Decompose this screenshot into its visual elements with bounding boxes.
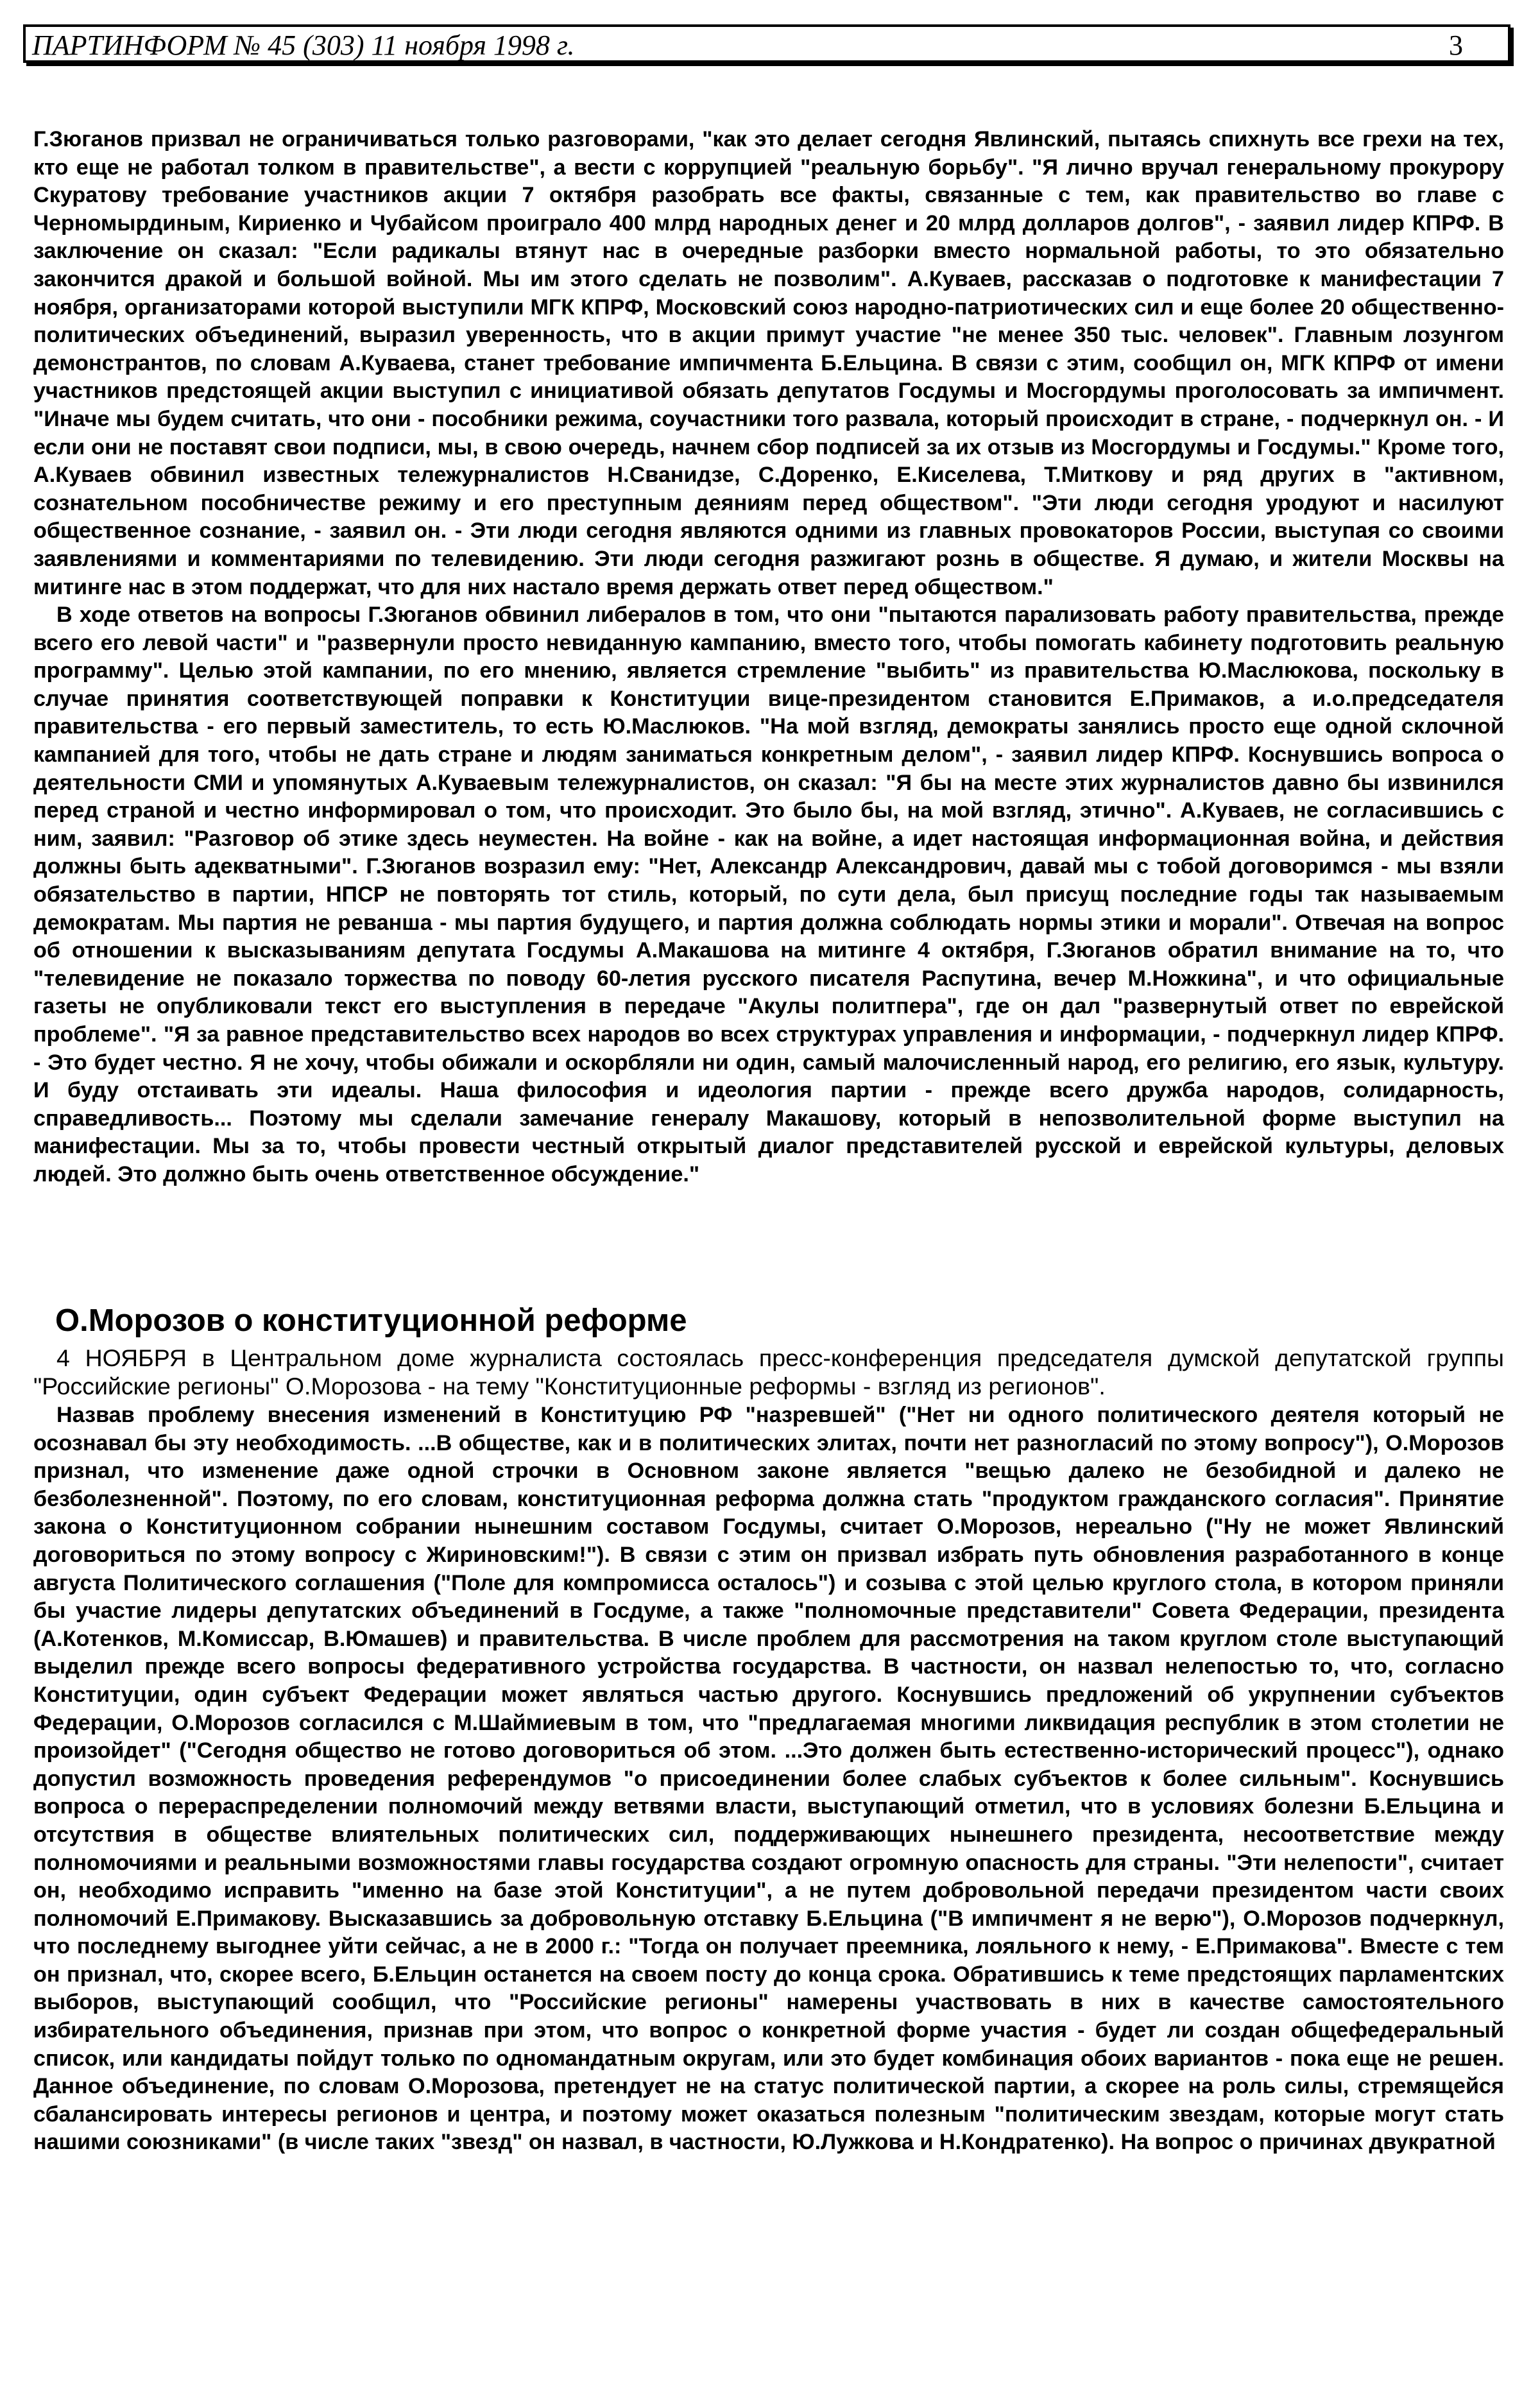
- article-morozov: [33, 1401, 1504, 2157]
- publication-title: ПАРТИНФОРМ № 45 (303) 11 ноября 1998 г.: [32, 30, 575, 61]
- article-lead: 4 НОЯБРЯ в Центральном доме журналиста состоялась пресс-конференция председателя думской депутатской группы "Российские регионы" О.Морозова - на тему "Конституционные реформы - взгляд из регионов".: [33, 1344, 1504, 1400]
- article-zyuganov: [33, 126, 1504, 1189]
- article-paragraph: Г.Зюганов призвал не ограничиваться только разговорами, "как это делает сегодня Явлинский, пытаясь спихнуть все грехи на тех, кто еще не работал толком в правительстве", а вести с коррупцией "реальную борьбу". "Я лично вручал генеральному прокурору Скуратову требование участников акции 7 октября разобрать все факты, связанные с тем, как правительство во главе с Черномырдиным, Кириенко и Чубайсом проиграло 400 млрд народных денег и 20 млрд долларов долгов", - заявил лидер КПРФ. В заключение он сказал: "Если радикалы втянут нас в очередные разборки вместо нормальной работы, то это обязательно закончится дракой и большой войной. Мы им этого сделать не позволим". А.Куваев, рассказав о подготовке к манифестации 7 ноября, организаторами которой выступили МГК КПРФ, Московский союз народно-патриотических сил и еще более 20 общественно-политических объединений, выразил уверенность, что в акции примут участие "не менее 350 тыс. человек". Главным лозунгом демонстрантов, по словам А.Куваева, станет требование импичмента Б.Ельцина. В связи с этим, сообщил он, МГК КПРФ от имени участников предстоящей акции выступил с инициативой обязать депутатов Госдумы и Мосгордумы проголосовать за импичмент. "Иначе мы будем считать, что они - пособники режима, соучастники того развала, который происходит в стране, - подчеркнул он. - И если они не поставят свои подписи, мы, в свою очередь, начнем сбор подписей за их отзыв из Мосгордумы и Госдумы." Кроме того, А.Куваев обвинил известных тележурналистов Н.Сванидзе, С.Доренко, Е.Киселева, Т.Миткову и ряд других в "активном, сознательном пособничестве режиму и его преступным деяниям перед обществом". "Эти люди сегодня уродуют и насилуют общественное сознание, - заявил он. - Эти люди сегодня являются одними из главных провокаторов России, выступая со своими заявлениями и комментариями по телевидению. Эти люди сегодня разжигают рознь в обществе. Я думаю, и жители Москвы на митинге нас в этом поддержат, что для них настало время держать ответ перед обществом.": [33, 127, 1504, 599]
- article-paragraph: Назвав проблему внесения изменений в Конституцию РФ "назревшей" ("Нет ни одного политического деятеля который не осознавал бы эту необходимость. ...В обществе, как и в политических элитах, почти нет разногласий по этому вопросу"), О.Морозов признал, что изменение даже одной строчки в Основном законе является "вещью далеко не безобидной и далеко не безболезненной". Поэтому, по его словам, конституционная реформа должна стать "продуктом гражданского согласия". Принятие закона о Конституционном собрании нынешним составом Госдумы, считает О.Морозов, нереально ("Ну не может Явлинский договориться по этому вопросу с Жириновским!"). В связи с этим он призвал избрать путь обновления разработанного в конце августа Политического соглашения ("Поле для компромисса осталось") и созыва с этой целью круглого стола, в котором приняли бы участие лидеры депутатских объединений в Госдуме, а также "полномочные представители" Совета Федерации, президента (А.Котенков, М.Комиссар, В.Юмашев) и правительства. В числе проблем для рассмотрения на таком круглом столе выступающий выделил прежде всего вопросы федеративного устройства государства. В частности, он назвал нелепостью то, что, согласно Конституции, один субъект Федерации может являться частью другого. Коснувшись предложений об укрупнении субъектов Федерации, О.Морозов согласился с М.Шаймиевым в том, что "предлагаемая многими ликвидация республик в этом столетии не произойдет" ("Сегодня общество не готово договориться об этом. ...Это должен быть естественно-исторический процесс"), однако допустил возможность проведения референдумов "о присоединении более слабых субъектов к более сильным". Коснувшись вопроса о перераспределении полномочий между ветвями власти, выступающий отметил, что в условиях болезни Б.Ельцина и отсутствия в обществе влиятельных политических сил, поддерживающих нынешнего президента, несоответствие между полномочиями и реальными возможностями главы государства создают огромную опасность для страны. "Эти нелепости", считает он, необходимо исправить "именно на базе этой Конституции", а не путем добровольной передачи президентом части своих полномочий Е.Примакову. Высказавшись за добровольную отставку Б.Ельцина ("В импичмент я не верю"), О.Морозов подчеркнул, что последнему выгоднее уйти сейчас, а не в 2000 г.: "Тогда он получает преемника, лояльного к нему, - Е.Примакова". Вместе с тем он признал, что, скорее всего, Б.Ельцин останется на своем посту до конца срока. Обратившись к теме предстоящих парламентских выборов, выступающий сообщил, что "Российские регионы" намерены участвовать в них в качестве самостоятельного избирательного объединения, признав при этом, что вопрос о конкретной форме участия - будет ли создан общефедеральный список, или кандидаты пойдут только по одномандатным округам, или это будет комбинация обоих вариантов - пока еще не решен. Данное объединение, по словам О.Морозова, претендует не на статус политической партии, а скорее на роль силы, стремящейся сбалансировать интересы регионов и центра, и поэтому может оказаться полезным "политическим звездам, которые могут стать нашими союзниками" (в числе таких "звезд" он назвал, в частности, Ю.Лужкова и Н.Кондратенко). На вопрос о причинах двукратной: [33, 1403, 1504, 2155]
- page-header: [23, 24, 1510, 63]
- article-paragraph: В ходе ответов на вопросы Г.Зюганов обвинил либералов в том, что они "пытаются парализовать работу правительства, прежде всего его левой части" и "развернули просто невиданную кампанию, вместо того, чтобы помогать кабинету подготовить реальную программу". Целью этой кампании, по его мнению, является стремление "выбить" из правительства Ю.Маслюкова, поскольку в случае принятия соответствующей поправки к Конституции вице-президентом становится Е.Примаков, а и.о.председателя правительства - его первый заместитель, то есть Ю.Маслюков. "На мой взгляд, демократы занялись просто еще одной склочной кампанией для того, чтобы не дать стране и людям заниматься конкретным делом", - заявил лидер КПРФ. Коснувшись вопроса о деятельности СМИ и упомянутых А.Куваевым тележурналистов, он сказал: "Я бы на месте этих журналистов давно бы извинился перед страной и честно информировал о том, что происходит. Это было бы, на мой взгляд, этично". А.Куваев, не согласившись с ним, заявил: "Разговор об этике здесь неуместен. На войне - как на войне, а идет настоящая информационная война, и действия должны быть адекватными". Г.Зюганов возразил ему: "Нет, Александр Александрович, давай мы с тобой договоримся - мы взяли обязательство в партии, НПСР не повторять тот стиль, который, по сути дела, был присущ последние годы так называемым демократам. Мы партия не реванша - мы партия будущего, и партия должна соблюдать нормы этики и морали". Отвечая на вопрос об отношении к высказываниям депутата Госдумы А.Макашова на митинге 4 октября, Г.Зюганов обратил внимание на то, что "телевидение не показало торжества по поводу 60-летия русского писателя Распутина, вечер М.Ножкина", и что официальные газеты не опубликовали текст его выступления в передаче "Акулы политпера", где он дал "развернутый ответ по еврейской проблеме". "Я за равное представительство всех народов во всех структурах управления и информации, - подчеркнул лидер КПРФ. - Это будет честно. Я не хочу, чтобы обижали и оскорбляли ни один, самый малочисленный народ, его религию, его язык, культуру. И буду отстаивать эти идеалы. Наша философия и идеология партии - прежде всего дружба народов, солидарность, справедливость... Поэтому мы сделали замечание генералу Макашову, который в непозволительной форме выступил на манифестации. Мы за то, чтобы провести честный открытый диалог представителей русской и еврейской культуры, деловых людей. Это должно быть очень ответственное обсуждение.": [33, 603, 1504, 1187]
- article-heading: О.Морозов о конституционной реформе: [55, 1303, 687, 1338]
- page-number: 3: [1449, 30, 1463, 61]
